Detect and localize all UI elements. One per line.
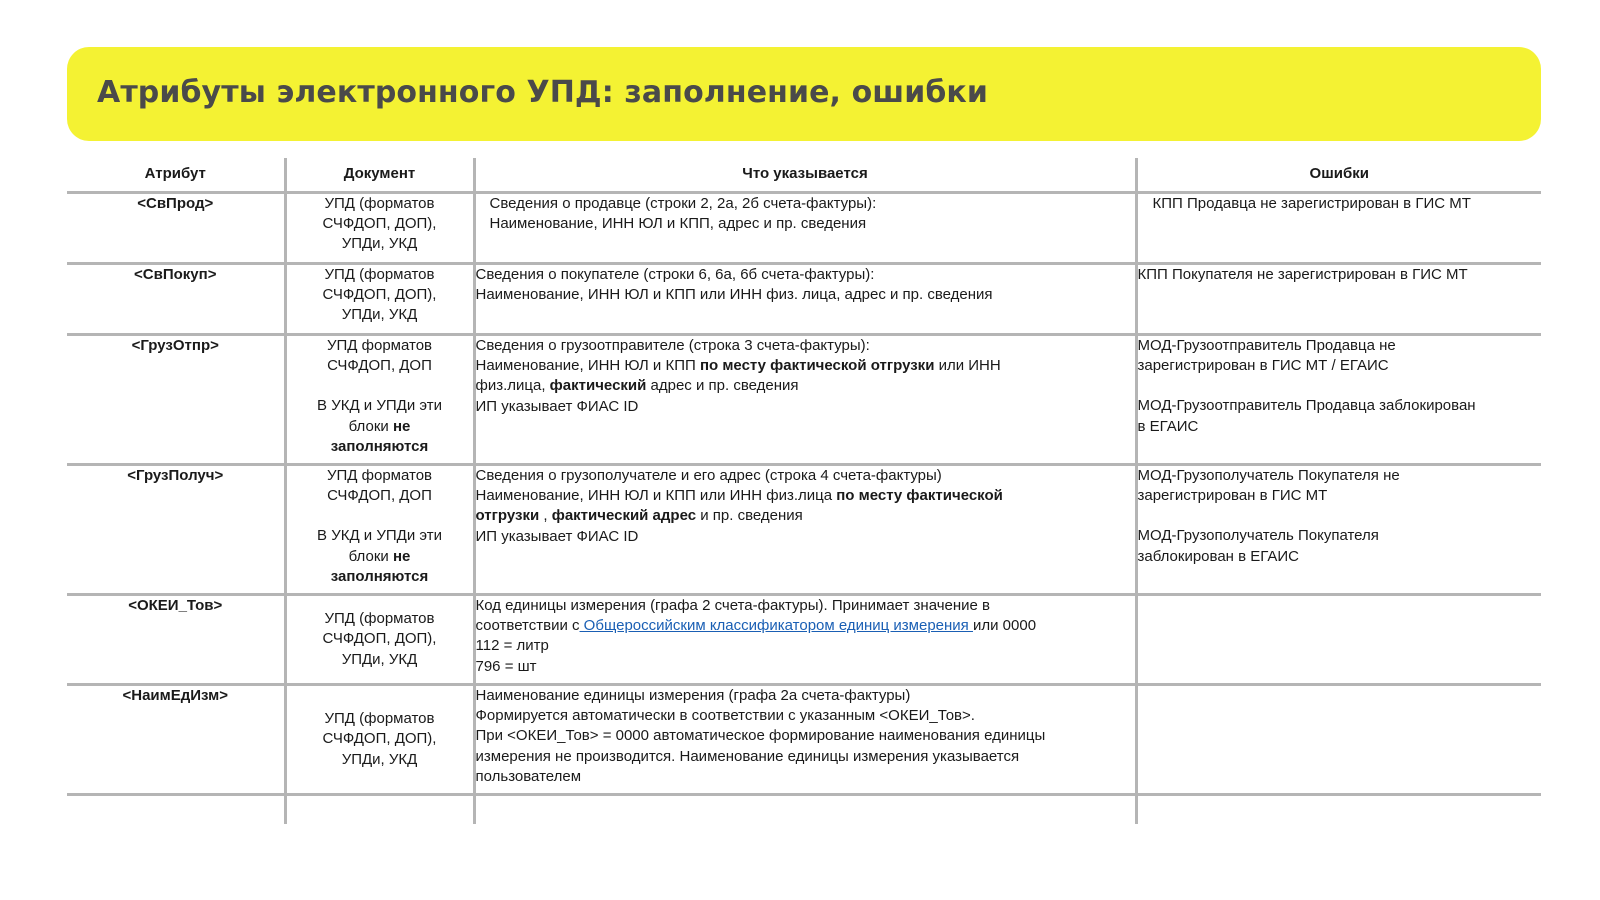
cell-line: МОД-Грузоотправитель Продавца заблокирован [1137,397,1476,415]
text-part: блоки [348,547,393,565]
cell-line: Наименование, ИНН ЮЛ и КПП, адрес и пр. сведения [489,215,867,233]
cell-line: При <ОКЕИ_Тов> = 0000 автоматическое формирование наименования единицы [475,727,1046,745]
cell-line: УПД (форматов [324,266,435,283]
cell-line [476,506,1135,526]
text-part: блоки [348,417,393,435]
document-cell [285,335,474,465]
text-part: или 0000 [972,617,1037,635]
cell-line [476,376,1135,396]
cell-line: УПД форматов [327,467,432,484]
cell-line [476,486,1135,506]
bold-text: фактический адрес [551,507,697,525]
attribute-cell: <СвПрод> [67,193,285,264]
what-cell [474,595,1136,685]
cell-line: Формируется автоматически в соответствии с указанным <ОКЕИ_Тов>. [475,707,975,725]
text-part: Наименование, ИНН ЮЛ и КПП [475,357,700,375]
table-row [67,193,1541,264]
cell-line: В УКД и УПДи эти [317,527,442,545]
cell-line: ИП указывает ФИАС ID [475,397,639,415]
table-row [67,264,1541,335]
cell-line: СЧФДОП, ДОП), [322,286,437,304]
cell-line: МОД-Грузоотправитель Продавца не [1137,337,1396,354]
bold-text: фактический [549,377,647,395]
text-part: Наименование, ИНН ЮЛ и КПП или ИНН физ.лица [475,487,837,505]
cell-line: заблокирован в ЕГАИС [1137,547,1299,565]
cell-line [476,356,1135,376]
attribute-cell: <СвПокуп> [67,264,285,335]
cell-line: пользователем [475,767,582,785]
cell-line [287,547,473,567]
bold-text: по месту фактической отгрузки [699,357,935,375]
table-header-row [67,158,1541,193]
cell-line: Сведения о продавце (строки 2, 2а, 2б счета-фактуры): [489,195,877,212]
cell-line: КПП Продавца не зарегистрирован в ГИС МТ [1152,195,1471,212]
document-cell [285,465,474,595]
header-what: Что указывается [474,158,1136,193]
title-banner [67,47,1541,141]
cell-line: 796 = шт [475,657,537,675]
text-part: физ.лица, [475,377,550,395]
cell-line: измерения не производится. Наименование единицы измерения указывается [475,747,1020,765]
cell-line: зарегистрирован в ГИС МТ / ЕГАИС [1137,357,1389,375]
errors-cell [1136,335,1541,465]
empty-cell [474,795,1136,825]
attribute-cell: <ОКЕИ_Тов> [67,595,285,685]
page-title: Атрибуты электронного УПД: заполнение, ошибки [97,75,989,110]
errors-cell [1136,264,1541,335]
attributes-table [67,158,1541,824]
what-cell [474,193,1136,264]
cell-line: ИП указывает ФИАС ID [475,527,639,545]
cell-line: СЧФДОП, ДОП), [322,630,437,648]
empty-cell [285,795,474,825]
cell-line: зарегистрирован в ГИС МТ [1137,487,1328,505]
cell-line: Код единицы измерения (графа 2 счета-фактуры). Принимает значение в [475,597,991,614]
empty-cell [1136,795,1541,825]
header-attribute: Атрибут [67,158,285,193]
table-row [67,685,1541,795]
cell-line: УПД форматов [327,337,432,354]
cell-line: УПДи, УКД [341,306,418,324]
bold-text: отгрузки [475,507,540,525]
cell-line: УПД (форматов [324,710,435,728]
errors-cell [1136,595,1541,685]
document-cell [285,595,474,685]
attribute-cell: <ГрузПолуч> [67,465,285,595]
table-row [67,795,1541,825]
cell-line: в ЕГАИС [1137,417,1199,435]
document-cell [285,193,474,264]
cell-line: Сведения о покупателе (строки 6, 6а, 6б счета-фактуры): [475,266,875,283]
table-row [67,465,1541,595]
cell-line: Сведения о грузополучателе и его адрес (строка 4 счета-фактуры) [475,467,942,484]
what-cell [474,264,1136,335]
empty-cell [67,795,285,825]
bold-text: не [392,417,411,435]
header-document: Документ [285,158,474,193]
cell-line: МОД-Грузополучатель Покупателя не [1137,467,1400,484]
what-cell [474,465,1136,595]
cell-line: Наименование единицы измерения (графа 2а счета-фактуры) [475,687,911,704]
spacer [1138,506,1542,526]
text-part: и пр. сведения [696,507,803,525]
errors-cell [1136,193,1541,264]
what-cell [474,685,1136,795]
errors-cell [1136,685,1541,795]
cell-line: СЧФДОП, ДОП), [322,215,437,233]
bold-text: заполняются [330,437,429,455]
cell-line: 112 = литр [475,637,549,655]
table-row [67,595,1541,685]
bold-text: не [392,547,411,565]
cell-line: СЧФДОП, ДОП [327,357,432,375]
spacer [1138,376,1542,396]
spacer [287,376,473,396]
document-cell [285,264,474,335]
cell-line: УПД (форматов [324,610,435,628]
header-errors: Ошибки [1136,158,1541,193]
cell-line [287,417,473,437]
what-cell [474,335,1136,465]
spacer [287,506,473,526]
cell-line: Сведения о грузоотправителе (строка 3 счета-фактуры): [475,337,870,354]
cell-line: Наименование, ИНН ЮЛ и КПП или ИНН физ. лица, адрес и пр. сведения [475,286,993,304]
attribute-cell: <НаимЕдИзм> [67,685,285,795]
cell-line: МОД-Грузополучатель Покупателя [1137,527,1379,545]
cell-line: УПД (форматов [324,195,435,212]
text-part: соответствии с [475,617,580,635]
text-part: или ИНН [934,357,1001,375]
cell-line: В УКД и УПДи эти [317,397,442,415]
cell-line: УПДи, УКД [341,650,418,668]
cell-line: УПДи, УКД [341,235,418,253]
okei-classifier-link[interactable]: Общероссийским классификатором единиц измерения [579,617,973,635]
bold-text: по месту фактической [836,487,1003,505]
cell-line: УПДи, УКД [341,750,418,768]
attribute-cell: <ГрузОтпр> [67,335,285,465]
text-part: адрес и пр. сведения [646,377,799,395]
document-cell [285,685,474,795]
text-part: , [539,507,552,525]
cell-line: СЧФДОП, ДОП [327,487,432,505]
cell-line: СЧФДОП, ДОП), [322,730,437,748]
cell-line: КПП Покупателя не зарегистрирован в ГИС МТ [1137,266,1468,283]
bold-text: заполняются [330,567,429,585]
cell-line [476,616,1135,636]
table-row [67,335,1541,465]
errors-cell [1136,465,1541,595]
